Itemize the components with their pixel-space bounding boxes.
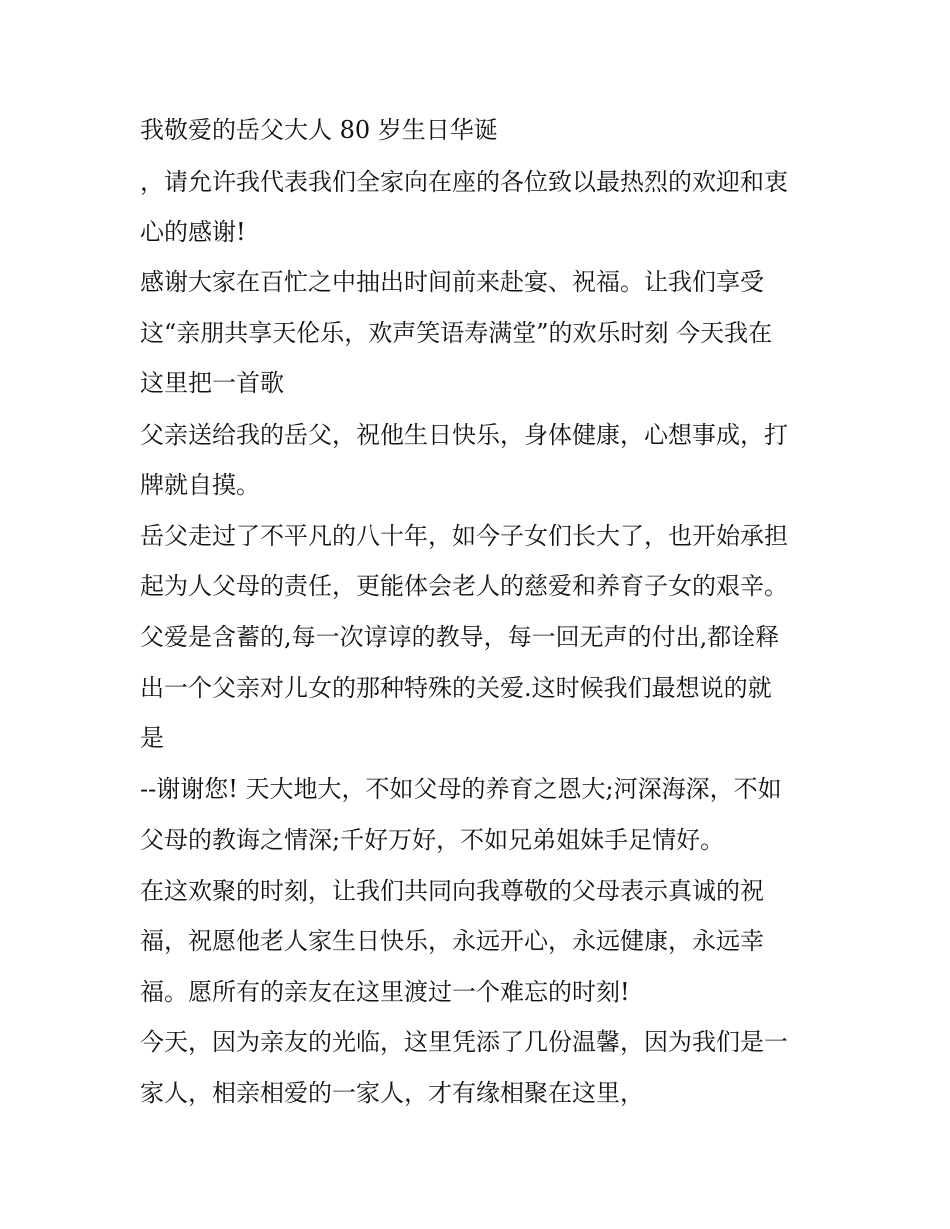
document-text-line: 福，祝愿他老人家生日快乐，永远开心，永远健康，永远幸 [140,927,764,955]
document-text-line: 今天，因为亲友的光临，这里凭添了几份温馨，因为我们是一 [140,1028,788,1056]
document-text-line: ，请允许我代表我们全家向在座的各位致以最热烈的欢迎和衷 [140,168,788,196]
document-text-line: 这“亲朋共享天伦乐，欢声笑语寿满堂”的欢乐时刻 今天我在 [140,319,773,347]
document-text-line: 父爱是含蓄的,每一次谆谆的教导，每一回无声的付出,都诠释 [140,623,780,651]
document-text-line: --谢谢您! 天大地大，不如父母的养育之恩大;河深海深，不如 [140,775,782,803]
document-text-line: 在这欢聚的时刻，让我们共同向我尊敬的父母表示真诚的祝 [140,877,764,905]
document-text-line: 牌就自摸。 [140,471,260,499]
document-text-line: 感谢大家在百忙之中抽出时间前来赴宴、祝福。让我们享受 [140,268,764,296]
document-text-line: 父母的教诲之情深;千好万好，不如兄弟姐妹手足情好。 [140,826,725,854]
document-text-line: 家人，相亲相爱的一家人，才有缘相聚在这里， [140,1079,644,1107]
document-text-line: 这里把一首歌 [140,369,284,397]
document-title-line: 我敬爱的岳父大人 80 岁生日华诞 [140,116,498,144]
document-text-line: 是 [140,724,164,752]
document-text-line: 心的感谢! [140,218,246,246]
document-text-line: 起为人父母的责任，更能体会老人的慈爱和养育子女的艰辛。 [140,572,788,600]
document-text-line: 父亲送给我的岳父，祝他生日快乐，身体健康，心想事成，打 [140,421,788,449]
document-text-line: 出一个父亲对儿女的那种特殊的关爱.这时候我们最想说的就 [140,674,772,702]
document-text-line: 岳父走过了不平凡的八十年，如今子女们长大了，也开始承担 [140,522,788,550]
document-text-line: 福。愿所有的亲友在这里渡过一个难忘的时刻! [140,978,630,1006]
